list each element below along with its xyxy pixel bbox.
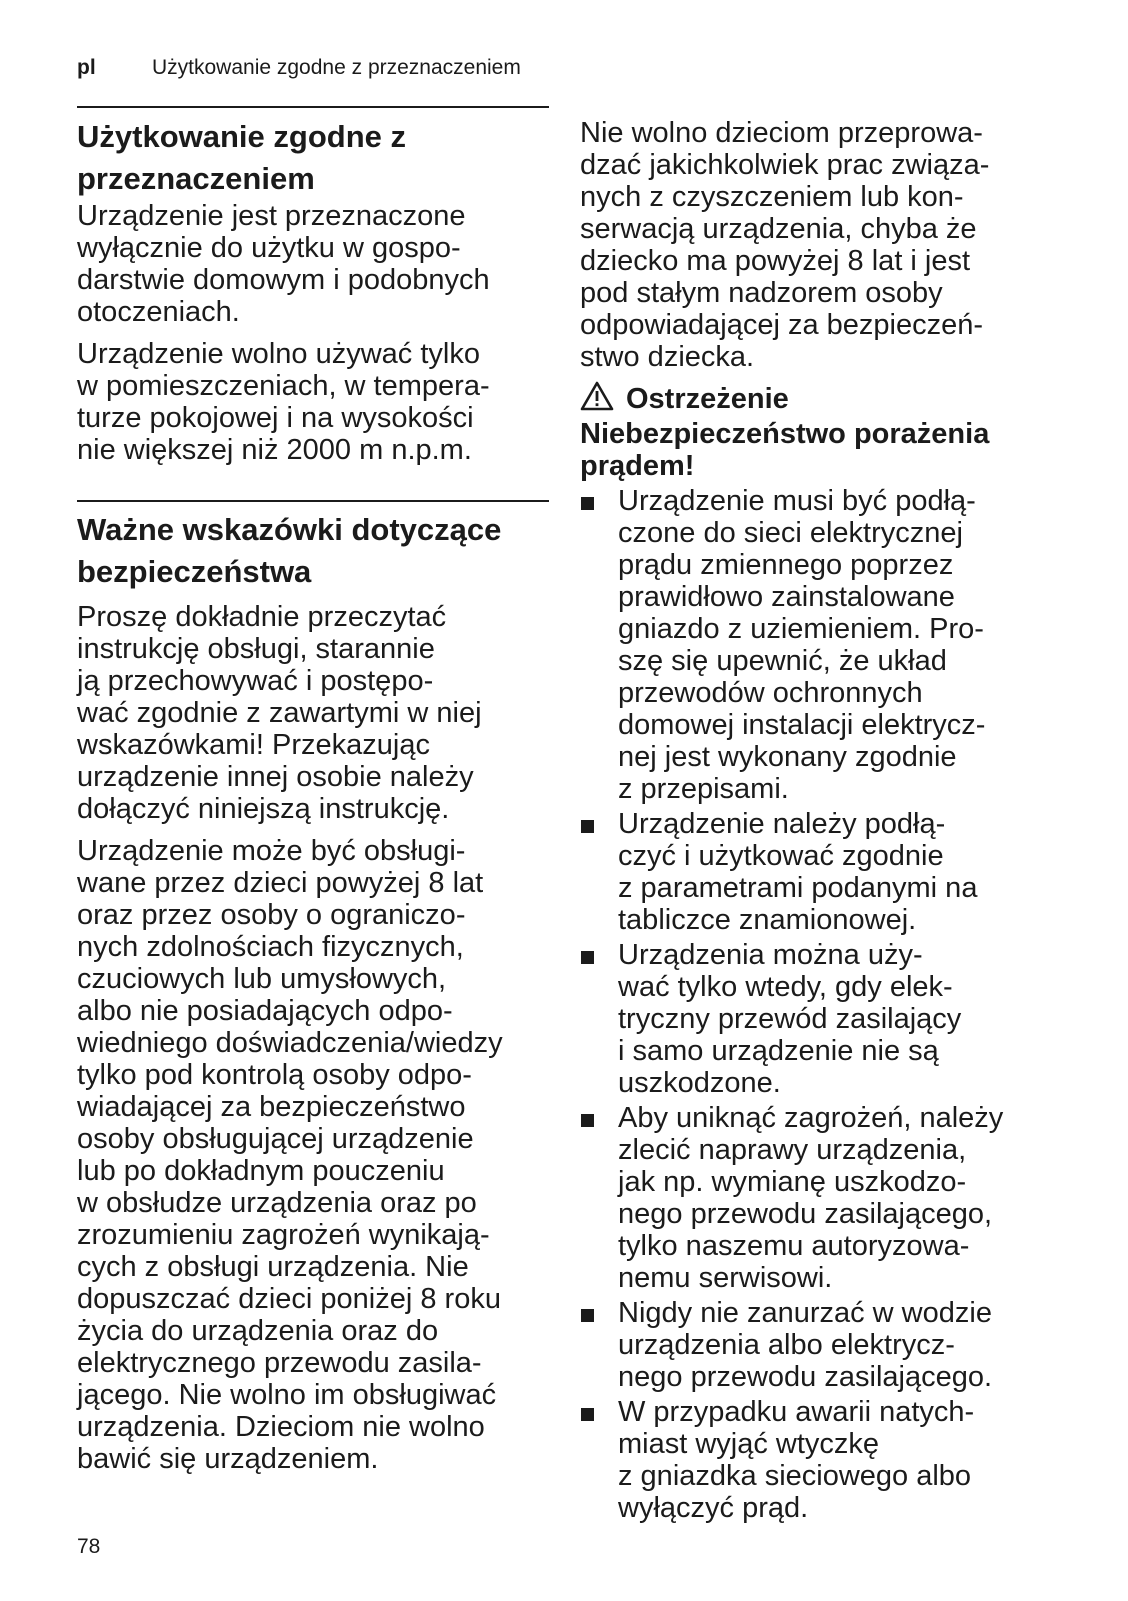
warning-label: Ostrzeżenie bbox=[626, 383, 789, 415]
warning-block-title bbox=[580, 381, 1050, 482]
list-item-text: Urządzenia można uży- wać tylko wtedy, gdy elek- tryczny przewód zasilający i samo urządzenie nie są uszkodzone. bbox=[618, 939, 962, 1099]
warning-triangle-icon bbox=[580, 381, 614, 418]
language-code: pl bbox=[77, 56, 96, 79]
right-column bbox=[580, 117, 1050, 1524]
list-item-text: Urządzenie musi być podłą- czone do sieci elektrycznej prądu zmiennego poprzez prawidłowo zainstalowane gniazdo z uziemieniem. Pro- szę się upewnić, że układ przewodów ochronnych domowej instalacji elektrycz- nej jest wykonany zgodnie z przepisami. bbox=[618, 485, 986, 805]
list-item-text: Urządzenie należy podłą- czyć i użytkować zgodnie z parametrami podanymi na tabliczce znamionowej. bbox=[618, 808, 978, 936]
bullet-square-icon bbox=[581, 1309, 594, 1322]
list-item bbox=[580, 1102, 1050, 1294]
safety-paragraph-2: Urządzenie może być obsługi- wane przez dzieci powyżej 8 lat oraz przez osoby o ograniczo- nych zdolnościach fizycznych, czuciowych lub umysłowych, albo nie posiadających odpo- wiedniego doświadczenia/wiedzy tylko pod kontrolą osoby odpo- wiadającej za bezpieczeństwo osoby obsługującej urządzenie lub po dokładnym pouczeniu w obsłudze urządzenia oraz po zrozumieniu zagrożeń wynikają- cych z obsługi urządzenia. Nie dopuszczać dzieci poniżej 8 roku życia do urządzenia oraz do elektrycznego przewodu zasila- jącego. Nie wolno im obsługiwać urządzenia. Dzieciom nie wolno bawić się urządzeniem. bbox=[77, 835, 503, 1475]
children-cleaning-paragraph: Nie wolno dzieciom przeprowa- dzać jakichkolwiek prac związa- nych z czyszczeniem lub kon- serwacją urządzenia, chyba że dziecko ma powyżej 8 lat i jest pod stałym nadzorem osoby odpowiadającej za bezpieczeń- stwo dziecka. bbox=[580, 117, 990, 373]
running-header-title: Użytkowanie zgodne z przeznaczeniem bbox=[152, 56, 521, 79]
bullet-square-icon bbox=[581, 1408, 594, 1421]
list-item bbox=[580, 1297, 1050, 1393]
bullet-square-icon bbox=[581, 1114, 594, 1127]
list-item bbox=[580, 808, 1050, 936]
list-item-text: Aby uniknąć zagrożeń, należy zlecić naprawy urządzenia, jak np. wymianę uszkodzo- nego przewodu zasilającego, tylko naszemu autoryzowa- nemu serwisowi. bbox=[618, 1102, 1004, 1294]
intended-use-paragraph-1: Urządzenie jest przeznaczone wyłącznie do użytku w gospo- darstwie domowym i podobnych otoczeniach. bbox=[77, 200, 490, 328]
list-item bbox=[580, 939, 1050, 1099]
section-heading-safety: Ważne wskazówki dotyczące bezpieczeństwa bbox=[77, 512, 502, 589]
list-item bbox=[580, 1396, 1050, 1524]
warning-title: Niebezpieczeństwo porażenia prądem! bbox=[580, 418, 990, 482]
bullet-square-icon bbox=[581, 497, 594, 510]
section-divider bbox=[77, 500, 549, 502]
list-item-text: Nigdy nie zanurzać w wodzie urządzenia albo elektrycz- nego przewodu zasilającego. bbox=[618, 1297, 993, 1393]
list-item-text: W przypadku awarii natych- miast wyjąć wtyczkę z gniazdka sieciowego albo wyłączyć prąd. bbox=[618, 1396, 975, 1524]
warning-bullet-list bbox=[580, 485, 1050, 1524]
bullet-square-icon bbox=[581, 820, 594, 833]
intended-use-paragraph-2: Urządzenie wolno używać tylko w pomieszczeniach, w tempera- turze pokojowej i na wysokości nie większej niż 2000 m n.p.m. bbox=[77, 338, 490, 466]
safety-paragraph-1: Proszę dokładnie przeczytać instrukcję obsługi, starannie ją przechowywać i postępo- wać zgodnie z zawartymi w niej wskazówkami! Przekazując urządzenie innej osobie należy dołączyć niniejszą instrukcję. bbox=[77, 601, 482, 825]
section-divider bbox=[77, 106, 549, 108]
section-heading-intended-use: Użytkowanie zgodne z przeznaczeniem bbox=[77, 119, 406, 196]
left-column bbox=[77, 106, 549, 1475]
page-number: 78 bbox=[77, 1535, 101, 1558]
bullet-square-icon bbox=[581, 951, 594, 964]
list-item bbox=[580, 485, 1050, 805]
running-header bbox=[77, 56, 521, 80]
